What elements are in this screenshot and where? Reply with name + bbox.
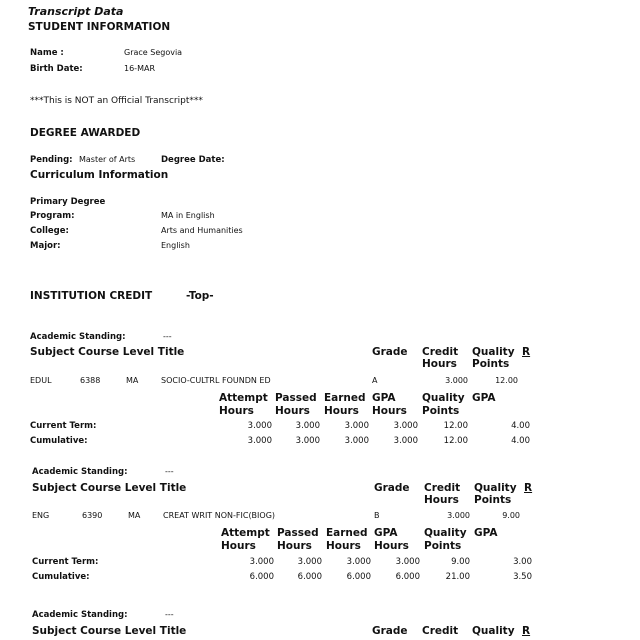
cumulative-gpa: 4.00	[511, 436, 530, 446]
cumulative-quality-points: 21.00	[445, 572, 470, 582]
gpa-hours-header-1: GPA	[372, 392, 396, 404]
academic-standing-label: Academic Standing:	[32, 467, 128, 477]
total-quality-points-header-1: Quality	[424, 527, 467, 539]
repeat-header: R	[524, 482, 533, 494]
degree-awarded-heading: DEGREE AWARDED	[30, 127, 141, 139]
course-title: CREAT WRIT NON-FIC(BIOG)	[163, 511, 276, 520]
program-label: Program:	[30, 211, 75, 221]
current-passed-hours: 3.000	[295, 421, 320, 431]
gpa-header: GPA	[472, 392, 496, 404]
name-value: Grace Segovia	[124, 48, 183, 57]
cumulative-label: Cumulative:	[32, 572, 90, 582]
curriculum-information-heading: Curriculum Information	[30, 169, 169, 181]
cumulative-passed-hours: 3.000	[295, 436, 320, 446]
course-credit-hours: 3.000	[447, 511, 470, 520]
document-title: Transcript Data	[28, 5, 124, 18]
current-attempt-hours: 3.000	[247, 421, 272, 431]
academic-standing-label: Academic Standing:	[30, 332, 126, 342]
passed-hours-header-1: Passed	[277, 527, 319, 539]
major-label: Major:	[30, 241, 61, 251]
current-earned-hours: 3.000	[344, 421, 369, 431]
total-quality-points-header-2: Points	[422, 405, 460, 417]
name-label: Name :	[30, 48, 64, 58]
passed-hours-header-1: Passed	[275, 392, 317, 404]
quality-points-header-2: Points	[472, 358, 510, 370]
academic-standing-value: ---	[165, 467, 174, 476]
academic-standing-value: ---	[163, 332, 172, 341]
course-number: 6390	[82, 511, 103, 520]
pending-value: Master of Arts	[79, 155, 136, 164]
quality-points-header-1: Quality	[472, 625, 515, 637]
cumulative-earned-hours: 3.000	[344, 436, 369, 446]
credit-hours-header-1: Credit	[422, 346, 459, 358]
course-grade: B	[374, 511, 380, 520]
current-quality-points: 9.00	[451, 557, 470, 567]
quality-points-header-1: Quality	[472, 346, 515, 358]
course-quality-points: 12.00	[495, 376, 518, 385]
current-gpa-hours: 3.000	[393, 421, 418, 431]
credit-hours-header-1: Credit	[424, 482, 461, 494]
current-term-label: Current Term:	[30, 421, 97, 431]
attempt-hours-header-2: Hours	[219, 405, 254, 417]
birth-date-label: Birth Date:	[30, 64, 83, 74]
course-credit-hours: 3.000	[445, 376, 468, 385]
earned-hours-header-1: Earned	[324, 392, 366, 404]
credit-hours-header-2: Hours	[422, 358, 457, 370]
college-value: Arts and Humanities	[161, 226, 243, 235]
attempt-hours-header-1: Attempt	[221, 527, 270, 539]
gpa-hours-header-1: GPA	[374, 527, 398, 539]
top-link[interactable]: -Top-	[186, 290, 214, 302]
primary-degree-label: Primary Degree	[30, 197, 106, 207]
earned-hours-header-2: Hours	[324, 405, 359, 417]
current-term-label: Current Term:	[32, 557, 99, 567]
credit-hours-header-1: Credit	[422, 625, 459, 637]
course-number: 6388	[80, 376, 101, 385]
pending-label: Pending:	[30, 155, 73, 165]
institution-credit-heading: INSTITUTION CREDIT	[30, 290, 153, 302]
total-quality-points-header-1: Quality	[422, 392, 465, 404]
degree-date-label: Degree Date:	[161, 155, 225, 165]
earned-hours-header-2: Hours	[326, 540, 361, 552]
current-passed-hours: 3.000	[297, 557, 322, 567]
subject-course-level-title-header: Subject Course Level Title	[32, 482, 187, 494]
current-earned-hours: 3.000	[346, 557, 371, 567]
subject-course-level-title-header: Subject Course Level Title	[30, 346, 185, 358]
cumulative-gpa-hours: 3.000	[393, 436, 418, 446]
cumulative-gpa-hours: 6.000	[395, 572, 420, 582]
course-level: MA	[126, 376, 139, 385]
cumulative-attempt-hours: 6.000	[249, 572, 274, 582]
cumulative-earned-hours: 6.000	[346, 572, 371, 582]
gpa-hours-header-2: Hours	[374, 540, 409, 552]
subject-course-level-title-header: Subject Course Level Title	[32, 625, 187, 637]
college-label: College:	[30, 226, 69, 236]
cumulative-gpa: 3.50	[513, 572, 532, 582]
course-subject: ENG	[32, 511, 50, 520]
current-quality-points: 12.00	[443, 421, 468, 431]
birth-date-value: 16-MAR	[124, 64, 155, 73]
gpa-hours-header-2: Hours	[372, 405, 407, 417]
cumulative-quality-points: 12.00	[443, 436, 468, 446]
repeat-header: R	[522, 346, 531, 358]
major-value: English	[161, 241, 190, 250]
current-gpa-hours: 3.000	[395, 557, 420, 567]
course-title: SOCIO-CULTRL FOUNDN ED	[161, 376, 271, 385]
credit-hours-header-2: Hours	[424, 494, 459, 506]
unofficial-notice: ***This is NOT an Official Transcript***	[30, 96, 203, 106]
cumulative-label: Cumulative:	[30, 436, 88, 446]
grade-header: Grade	[372, 625, 408, 637]
passed-hours-header-2: Hours	[277, 540, 312, 552]
earned-hours-header-1: Earned	[326, 527, 368, 539]
passed-hours-header-2: Hours	[275, 405, 310, 417]
quality-points-header-1: Quality	[474, 482, 517, 494]
cumulative-passed-hours: 6.000	[297, 572, 322, 582]
current-gpa: 3.00	[513, 557, 532, 567]
course-level: MA	[128, 511, 141, 520]
current-gpa: 4.00	[511, 421, 530, 431]
total-quality-points-header-2: Points	[424, 540, 462, 552]
student-information-heading: STUDENT INFORMATION	[28, 21, 171, 33]
course-quality-points: 9.00	[502, 511, 520, 520]
quality-points-header-2: Points	[474, 494, 512, 506]
program-value: MA in English	[161, 211, 215, 220]
grade-header: Grade	[372, 346, 408, 358]
course-subject: EDUL	[30, 376, 52, 385]
academic-standing-label: Academic Standing:	[32, 610, 128, 620]
current-attempt-hours: 3.000	[249, 557, 274, 567]
cumulative-attempt-hours: 3.000	[247, 436, 272, 446]
attempt-hours-header-2: Hours	[221, 540, 256, 552]
academic-standing-value: ---	[165, 610, 174, 619]
attempt-hours-header-1: Attempt	[219, 392, 268, 404]
gpa-header: GPA	[474, 527, 498, 539]
grade-header: Grade	[374, 482, 410, 494]
course-grade: A	[372, 376, 378, 385]
repeat-header: R	[522, 625, 531, 637]
